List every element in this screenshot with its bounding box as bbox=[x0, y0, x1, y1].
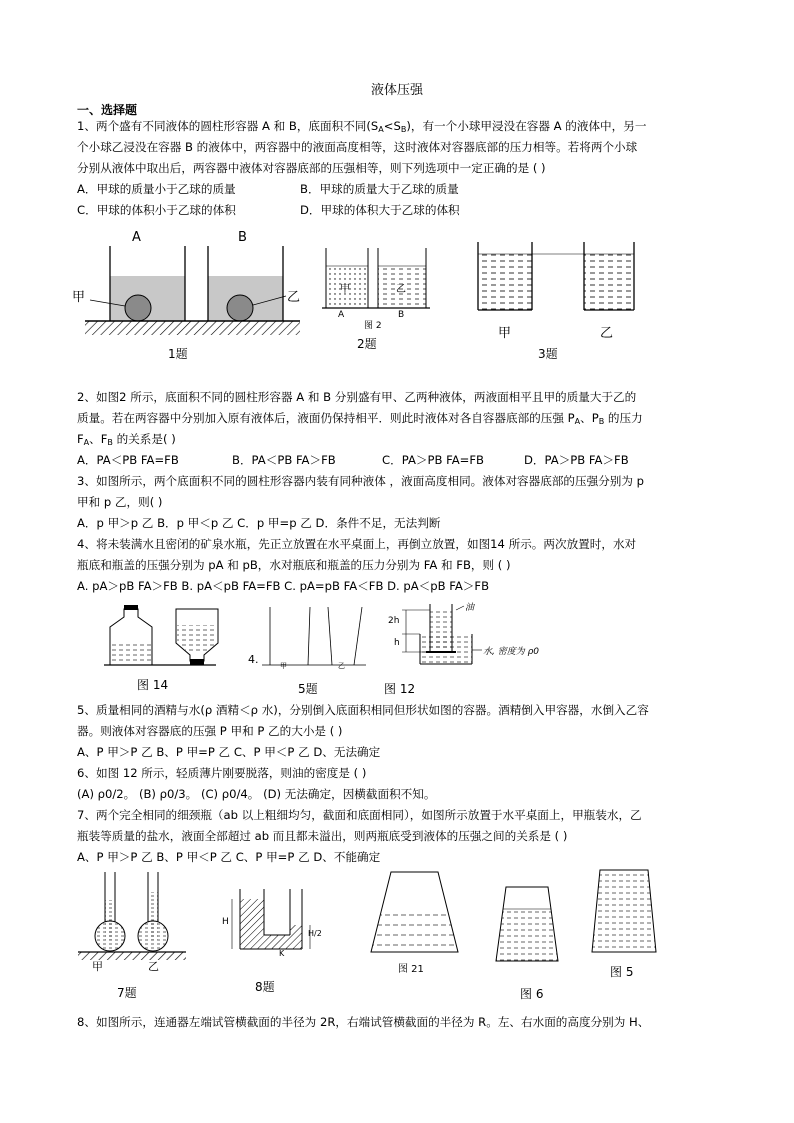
fig8-caption: 8题 bbox=[255, 980, 275, 994]
fig7-label-yi: 乙 bbox=[148, 960, 159, 973]
fig8-label-k: K bbox=[279, 949, 285, 958]
fig3-label-jia: 甲 bbox=[498, 326, 512, 341]
fig14-caption: 图 14 bbox=[137, 678, 169, 692]
q7-line1: 7、两个完全相同的细颈瓶（ab 以上粗细均匀，截面和底面相同），如图所示放置于水平桌面上，甲瓶装水，乙 bbox=[77, 808, 642, 822]
figure-8 bbox=[222, 885, 322, 960]
fig1-label-b: B bbox=[238, 230, 247, 245]
fig5b-caption: 图 5 bbox=[610, 965, 634, 979]
q2-option-d: D．PA＞PB FA＞FB bbox=[524, 453, 629, 467]
fig1-caption: 1题 bbox=[168, 347, 188, 361]
q4-options: A. pA＞pB FA＞FB B. pA＜pB FA=FB C. pA=pB FA＜FB D. pA＜pB FA＞FB bbox=[77, 579, 490, 593]
fig12-label-h: h bbox=[394, 638, 400, 648]
q4-line2: 瓶底和瓶盖的压强分别为 pA 和 pB，水对瓶底和瓶盖的压力分别为 FA 和 FB，则 ( ) bbox=[77, 558, 511, 572]
q1-option-b: B．甲球的质量大于乙球的质量 bbox=[300, 182, 459, 196]
figure-3 bbox=[472, 240, 642, 341]
q1-option-c: C．甲球的体积小于乙球的体积 bbox=[77, 203, 236, 217]
fig7-caption: 7题 bbox=[117, 986, 137, 1000]
fig5-caption: 5题 bbox=[298, 682, 318, 696]
q1-option-a: A．甲球的质量小于乙球的质量 bbox=[77, 182, 236, 196]
q2-option-b: B．PA＜PB FA＞FB bbox=[232, 453, 336, 467]
fig1-ball-jia: 甲 bbox=[72, 290, 86, 305]
figure-6 bbox=[492, 885, 562, 965]
q5-line1: 5、质量相同的酒精与水(ρ 酒精＜ρ 水)，分别倒入底面积相同但形状如图的容器。酒精倒入甲容器，水倒入乙容 bbox=[77, 703, 649, 717]
figure-21 bbox=[368, 870, 463, 960]
fig5-num: 4. bbox=[248, 653, 259, 666]
q6-line1: 6、如图 12 所示，轻质薄片刚要脱落，则油的密度是 ( ) bbox=[77, 766, 367, 780]
figure-14 bbox=[104, 603, 224, 673]
q7-options: A、P 甲＞P 乙 B、P 甲＜P 乙 C、P 甲=P 乙 D、不能确定 bbox=[77, 850, 381, 864]
fig8-label-h-half: H/2 bbox=[308, 929, 322, 938]
fig3-label-yi: 乙 bbox=[600, 326, 614, 341]
fig21-caption: 图 21 bbox=[398, 964, 424, 975]
fig5-mark-yi: 乙 bbox=[338, 662, 345, 670]
q3-line2: 甲和 p 乙，则( ) bbox=[77, 495, 163, 509]
q7-line2: 瓶装等质量的盐水，液面全部超过 ab 而且都未溢出，则两瓶底受到液体的压强之间的关系是 ( ) bbox=[77, 829, 568, 843]
fig12-caption: 图 12 bbox=[384, 682, 416, 696]
q3-line1: 3、如图所示，两个底面积不同的圆柱形容器内装有同种液体 ，液面高度相同。液体对容器底部的压强分别为 p bbox=[77, 474, 645, 488]
fig1-label-a: A bbox=[132, 230, 141, 245]
q1-line2: 个小球乙浸没在容器 B 的液体中，两容器中的液面高度相等，这时液体对容器底部的压力相等。若将两个小球 bbox=[77, 140, 638, 154]
figure-5 bbox=[250, 605, 370, 675]
figure-7 bbox=[78, 870, 188, 973]
fig7-label-jia: 甲 bbox=[92, 960, 103, 973]
figure-12 bbox=[386, 600, 566, 680]
figure-5-right bbox=[590, 866, 660, 956]
fig2-label-b: B bbox=[398, 310, 405, 320]
q6-options: (A) ρ0/2。 (B) ρ0/3。 (C) ρ0/4。 (D) 无法确定，因横截面积不知。 bbox=[77, 787, 436, 801]
q5-options: A、P 甲＞P 乙 B、P 甲=P 乙 C、P 甲＜P 乙 D、无法确定 bbox=[77, 745, 381, 759]
q1-line1: 1、两个盛有不同液体的圆柱形容器 A 和 B，底面积不同$(S_A<S_B)$，有一个小球甲浸没在容器 A 的液体中，另一 bbox=[77, 119, 647, 134]
fig2-caption: 2题 bbox=[357, 337, 377, 351]
page-title: 液体压强 bbox=[370, 83, 423, 98]
q3-options: A．p 甲＞p 乙 B．p 甲＜p 乙 C．p 甲=p 乙 D．条件不足，无法判断 bbox=[77, 516, 441, 530]
q2-line1: 2、如图2 所示，底面积不同的圆柱形容器 A 和 B 分别盛有甲、乙两种液体，两液面相平且甲的质量大于乙的 bbox=[77, 390, 637, 404]
fig2-label-a: A bbox=[338, 310, 345, 320]
q2-line3: $F_A$、$F_B$ 的关系是( ) bbox=[77, 432, 176, 447]
section-heading: 一、选择题 bbox=[77, 103, 138, 117]
fig2-inner-yi: 乙 bbox=[396, 284, 406, 295]
fig2-inner-caption: 图 2 bbox=[364, 321, 382, 331]
fig2-inner-jia: 甲 bbox=[340, 284, 350, 295]
fig6-caption: 图 6 bbox=[520, 987, 544, 1001]
q2-option-a: A．PA＜PB FA=FB bbox=[77, 453, 179, 467]
q4-line1: 4、将未装满水且密闭的矿泉水瓶，先正立放置在水平桌面上，再倒立放置，如图14 所示。两次放置时，水对 bbox=[77, 537, 637, 551]
q2-option-c: C．PA＞PB FA=FB bbox=[382, 453, 484, 467]
fig12-label-2h: 2h bbox=[388, 616, 400, 626]
fig8-label-h: H bbox=[222, 917, 229, 927]
fig12-label-water: 水, 密度为 ρ0 bbox=[483, 647, 540, 657]
q5-line2: 器。则液体对容器底的压强 P 甲和 P 乙的大小是 ( ) bbox=[77, 724, 343, 738]
figure-1 bbox=[72, 228, 310, 338]
q2-line2: 质量。若在两容器中分别加入原有液体后，液面仍保持相平．则此时液体对各自容器底部的压强 $P_A$、$P_B$ 的压力 bbox=[77, 411, 643, 426]
q1-line3: 分别从液体中取出后，两容器中液体对容器底部的压强相等，则下列选项中一定正确的是 ( ) bbox=[77, 161, 546, 175]
fig1-ball-yi: 乙 bbox=[287, 290, 301, 305]
fig5-mark-jia: 甲 bbox=[280, 662, 287, 670]
figure-2 bbox=[318, 242, 438, 332]
fig3-caption: 3题 bbox=[538, 347, 558, 361]
q1-option-d: D．甲球的体积大于乙球的体积 bbox=[300, 203, 460, 217]
fig12-label-oil: 油 bbox=[465, 603, 475, 613]
q8-line1: 8、如图所示，连通器左端试管横截面的半径为 2R，右端试管横截面的半径为 R。左、右水面的高度分别为 H、 bbox=[77, 1015, 650, 1029]
